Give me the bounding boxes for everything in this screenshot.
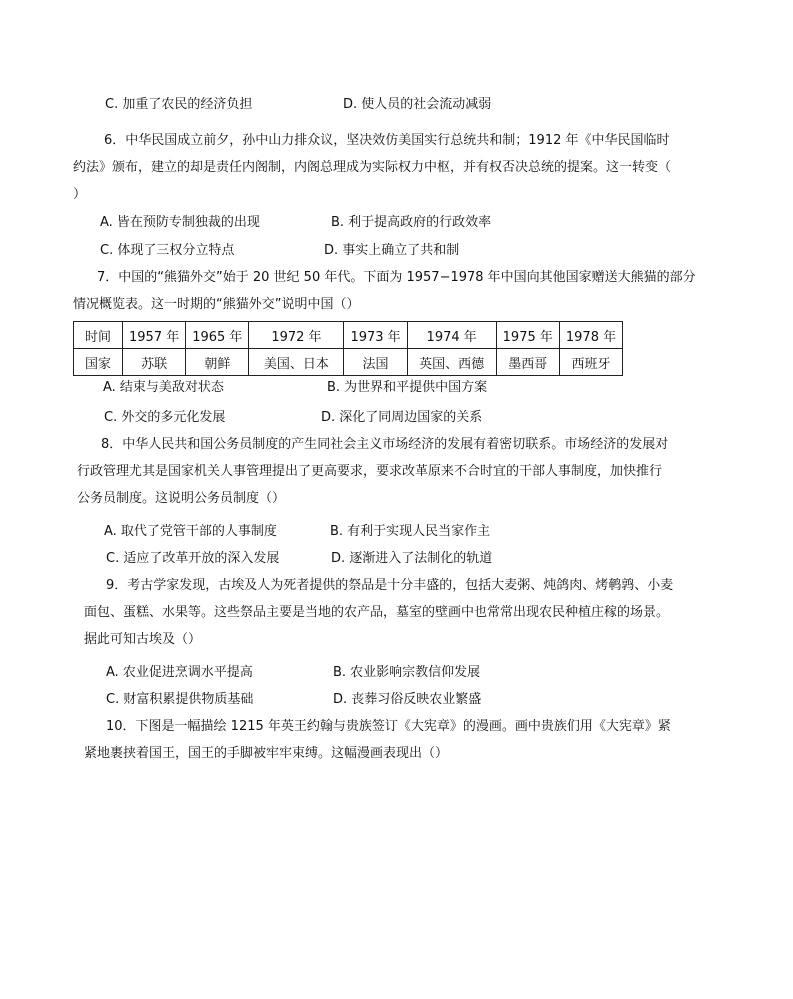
q7-option-b: B. 为世界和平提供中国方案 bbox=[327, 380, 488, 395]
table-cell: 时间 bbox=[74, 322, 123, 349]
q8-option-b: B. 有利于实现人民当家作主 bbox=[330, 524, 491, 539]
q9-option-c: C. 财富积累提供物质基础 bbox=[106, 692, 254, 707]
table-cell: 苏联 bbox=[123, 349, 186, 376]
table-cell: 1973 年 bbox=[344, 322, 407, 349]
table-cell: 1957 年 bbox=[123, 322, 186, 349]
q6-stem-line1: 6．中华民国成立前夕，孙中山力排众议，坚决效仿美国实行总统共和制；1912 年《中华民国临时 bbox=[104, 133, 670, 148]
q8-stem-line2: 行政管理尤其是国家机关人事管理提出了更高要求，要求改革原来不合时宜的干部人事制度，加快推行 bbox=[77, 464, 663, 479]
q10-stem-line1: 10．下图是一幅描绘 1215 年英王约翰与贵族签订《大宪章》的漫画。画中贵族们用《大宪章》紧 bbox=[106, 719, 671, 734]
table-cell: 墨西哥 bbox=[496, 349, 559, 376]
q6-option-c: C. 体现了三权分立特点 bbox=[100, 243, 235, 258]
table-cell: 1974 年 bbox=[407, 322, 496, 349]
q7-stem-line2: 情况概览表。这一时期的“熊猫外交”说明中国（） bbox=[73, 297, 360, 312]
table-cell: 法国 bbox=[344, 349, 407, 376]
table-cell: 国家 bbox=[74, 349, 123, 376]
q9-stem-line3: 据此可知古埃及（） bbox=[84, 632, 202, 647]
q9-option-d: D. 丧葬习俗反映农业繁盛 bbox=[333, 692, 482, 707]
table-cell: 英国、西德 bbox=[407, 349, 496, 376]
table-cell: 1972 年 bbox=[249, 322, 344, 349]
q6-stem-line2: 约法》颁布，建立的却是责任内阁制，内阁总理成为实际权力中枢，并有权否决总统的提案。这一转变（ bbox=[73, 160, 672, 175]
table-cell: 美国、日本 bbox=[249, 349, 344, 376]
q8-option-a: A. 取代了党管干部的人事制度 bbox=[104, 524, 277, 539]
table-header-row bbox=[74, 322, 623, 349]
q8-option-d: D. 逐渐进入了法制化的轨道 bbox=[331, 551, 493, 566]
table-cell: 1965 年 bbox=[186, 322, 249, 349]
table-cell: 西班牙 bbox=[559, 349, 622, 376]
q7-option-d: D. 深化了同周边国家的关系 bbox=[321, 410, 483, 425]
q9-option-a: A. 农业促进烹调水平提高 bbox=[106, 665, 253, 680]
q6-option-b: B. 利于提高政府的行政效率 bbox=[331, 215, 492, 230]
q6-option-d: D. 事实上确立了共和制 bbox=[324, 243, 460, 258]
q7-stem-line1: 7．中国的“熊猫外交”始于 20 世纪 50 年代。下面为 1957−1978 年中国向其他国家赠送大熊猫的部分 bbox=[97, 270, 696, 285]
table-cell: 1975 年 bbox=[496, 322, 559, 349]
q5-option-d: D. 使人员的社会流动减弱 bbox=[343, 97, 492, 112]
q9-option-b: B. 农业影响宗教信仰发展 bbox=[333, 665, 481, 680]
q9-stem-line1: 9．考古学家发现，古埃及人为死者提供的祭品是十分丰盛的，包括大麦粥、炖鸽肉、烤鹌鹑、小麦 bbox=[106, 578, 674, 593]
q8-stem-line3: 公务员制度。这说明公务员制度（） bbox=[77, 491, 286, 506]
table-row bbox=[74, 349, 623, 376]
q9-stem-line2: 面包、蛋糕、水果等。这些祭品主要是当地的农产品，墓室的壁画中也常常出现农民种植庄稼的场景。 bbox=[84, 605, 670, 620]
q5-option-c: C. 加重了农民的经济负担 bbox=[105, 97, 253, 112]
q6-stem-line3: ） bbox=[73, 187, 87, 202]
q7-option-c: C. 外交的多元化发展 bbox=[104, 410, 226, 425]
panda-table bbox=[73, 321, 623, 376]
q8-option-c: C. 适应了改革开放的深入发展 bbox=[106, 551, 280, 566]
table-cell: 朝鲜 bbox=[186, 349, 249, 376]
q10-stem-line2: 紧地裹挟着国王，国王的手脚被牢牢束缚。这幅漫画表现出（） bbox=[84, 746, 449, 761]
q7-option-a: A. 结束与美敌对状态 bbox=[103, 380, 224, 395]
table-cell: 1978 年 bbox=[559, 322, 622, 349]
q6-option-a: A. 皆在预防专制独裁的出现 bbox=[100, 215, 260, 230]
q8-stem-line1: 8．中华人民共和国公务员制度的产生同社会主义市场经济的发展有着密切联系。市场经济的发展对 bbox=[101, 437, 669, 452]
